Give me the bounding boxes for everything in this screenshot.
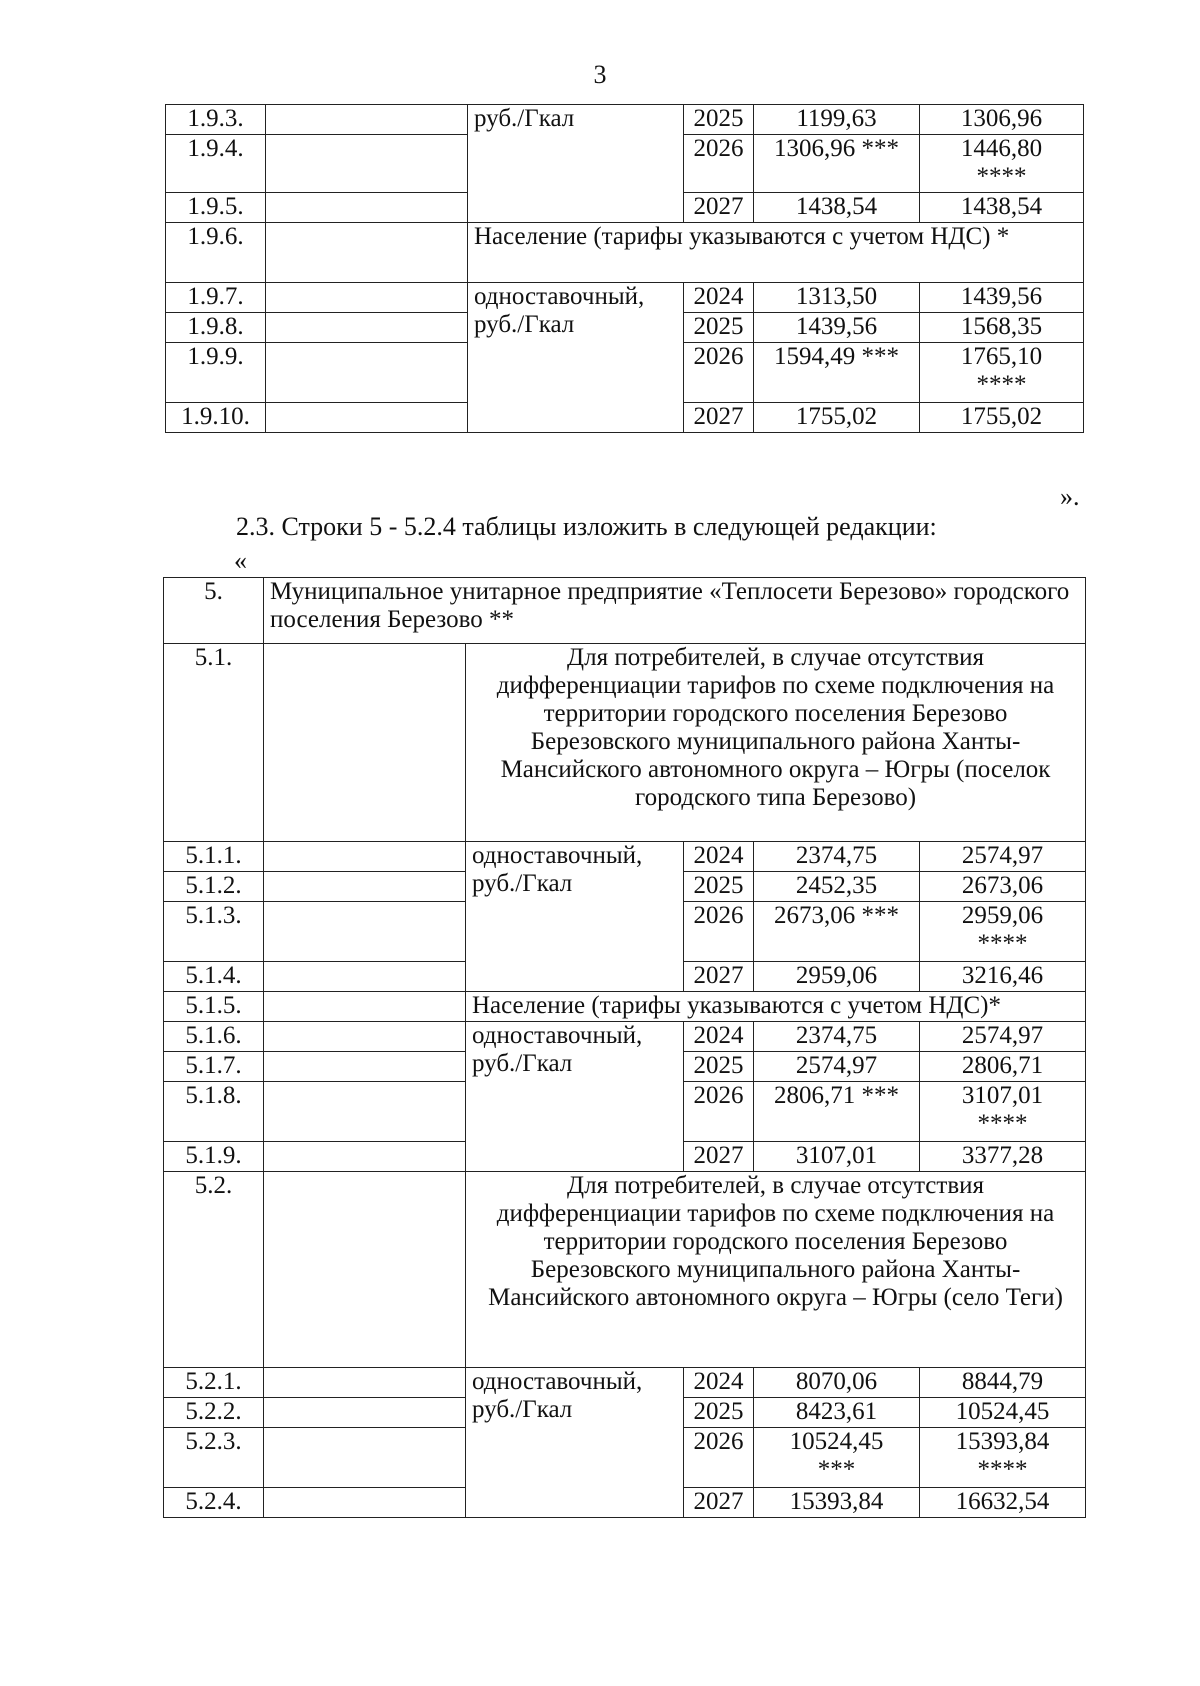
- table-row: [164, 1368, 1086, 1398]
- row-number: 5.1.8.: [164, 1082, 264, 1142]
- empty-cell: [266, 313, 468, 343]
- tariff-table-new-edition: [163, 577, 1086, 1518]
- empty-cell: [264, 1398, 466, 1428]
- tariff-value: 2574,97: [920, 1022, 1086, 1052]
- tariff-value: 2959,06: [754, 962, 920, 992]
- year-cell: 2024: [684, 1022, 754, 1052]
- tariff-value: 16632,54: [920, 1488, 1086, 1518]
- year-cell: 2026: [684, 135, 754, 193]
- unit-cell: одноставочный, руб./Гкал: [468, 283, 684, 433]
- row-number: 5.1.7.: [164, 1052, 264, 1082]
- footnote-stars: ****: [977, 1456, 1028, 1483]
- tariff-value: 2806,71 ***: [754, 1082, 920, 1142]
- closing-quote: ».: [1060, 482, 1080, 511]
- row-number: 5.2.2.: [164, 1398, 264, 1428]
- empty-cell: [264, 1172, 466, 1368]
- empty-cell: [264, 1052, 466, 1082]
- year-cell: 2026: [684, 902, 754, 962]
- row-number: 1.9.5.: [166, 193, 266, 223]
- table-row: [166, 223, 1084, 283]
- empty-cell: [264, 842, 466, 872]
- row-number: 5.1.3.: [164, 902, 264, 962]
- row-number: 1.9.10.: [166, 403, 266, 433]
- tariff-value: 2574,97: [920, 842, 1086, 872]
- tariff-value: [920, 902, 1086, 962]
- row-number: 1.9.4.: [166, 135, 266, 193]
- value-text: 1446,80: [960, 135, 1043, 162]
- empty-cell: [264, 1428, 466, 1488]
- empty-cell: [264, 872, 466, 902]
- row-number: 5.1.5.: [164, 992, 264, 1022]
- tariff-value: 2574,97: [754, 1052, 920, 1082]
- year-cell: 2024: [684, 1368, 754, 1398]
- row-number: 5.1.: [164, 644, 264, 842]
- opening-quote: «: [234, 546, 247, 575]
- empty-cell: [264, 902, 466, 962]
- row-number: 5.1.6.: [164, 1022, 264, 1052]
- tariff-value: 1306,96 ***: [754, 135, 920, 193]
- year-cell: 2025: [684, 105, 754, 135]
- tariff-value: 2452,35: [754, 872, 920, 902]
- year-cell: 2026: [684, 343, 754, 403]
- tariff-value: 15393,84: [754, 1488, 920, 1518]
- row-number: 1.9.8.: [166, 313, 266, 343]
- value-text: 15393,84: [955, 1428, 1050, 1455]
- amendment-instruction: 2.3. Строки 5 - 5.2.4 таблицы изложить в следующей редакции:: [236, 512, 937, 541]
- tariff-value: 1199,63: [754, 105, 920, 135]
- table-row: [164, 992, 1086, 1022]
- year-cell: 2025: [684, 313, 754, 343]
- tariff-value: 1313,50: [754, 283, 920, 313]
- tariff-value: 8844,79: [920, 1368, 1086, 1398]
- tariff-value: 2374,75: [754, 1022, 920, 1052]
- empty-cell: [266, 223, 468, 283]
- table-row: [164, 842, 1086, 872]
- tariff-value: 2806,71: [920, 1052, 1086, 1082]
- tariff-value: 2673,06: [920, 872, 1086, 902]
- row-number: 5.1.2.: [164, 872, 264, 902]
- tariff-value: 8423,61: [754, 1398, 920, 1428]
- row-number: 1.9.9.: [166, 343, 266, 403]
- organization-heading: Муниципальное унитарное предприятие «Теплосети Березово» городского поселения Березово **: [264, 578, 1086, 644]
- value-text: 1765,10: [960, 343, 1043, 370]
- tariff-value: 1306,96: [920, 105, 1084, 135]
- tariff-value: 1755,02: [754, 403, 920, 433]
- footnote-stars: ***: [817, 1456, 856, 1483]
- tariff-value: 3107,01: [754, 1142, 920, 1172]
- row-number: 5.: [164, 578, 264, 644]
- empty-cell: [264, 962, 466, 992]
- year-cell: 2027: [684, 193, 754, 223]
- table-row: [164, 1172, 1086, 1368]
- empty-cell: [264, 1022, 466, 1052]
- empty-cell: [264, 992, 466, 1022]
- empty-cell: [264, 1082, 466, 1142]
- tariff-value: 1755,02: [920, 403, 1084, 433]
- year-cell: 2025: [684, 872, 754, 902]
- tariff-value: 1594,49 ***: [754, 343, 920, 403]
- empty-cell: [266, 283, 468, 313]
- tariff-value: [920, 1082, 1086, 1142]
- empty-cell: [264, 1142, 466, 1172]
- footnote-stars: ****: [977, 1110, 1028, 1137]
- unit-cell: одноставочный, руб./Гкал: [466, 1022, 684, 1172]
- year-cell: 2025: [684, 1398, 754, 1428]
- year-cell: 2026: [684, 1082, 754, 1142]
- empty-cell: [264, 1368, 466, 1398]
- page-number: 3: [593, 60, 607, 89]
- year-cell: 2026: [684, 1428, 754, 1488]
- footnote-stars: ****: [977, 930, 1028, 957]
- tariff-value: [920, 343, 1084, 403]
- tariff-value: 1439,56: [920, 283, 1084, 313]
- tariff-value: 1439,56: [754, 313, 920, 343]
- tariff-value: 8070,06: [754, 1368, 920, 1398]
- empty-cell: [266, 135, 468, 193]
- empty-cell: [266, 105, 468, 135]
- table-row: [164, 578, 1086, 644]
- tariff-value: 1568,35: [920, 313, 1084, 343]
- tariff-value: 10524,45: [920, 1398, 1086, 1428]
- tariff-value: [920, 135, 1084, 193]
- year-cell: 2027: [684, 403, 754, 433]
- population-heading: Население (тарифы указываются с учетом НДС)*: [466, 992, 1086, 1022]
- tariff-value: 3216,46: [920, 962, 1086, 992]
- value-text: 3107,01: [961, 1082, 1044, 1109]
- year-cell: 2027: [684, 1142, 754, 1172]
- year-cell: 2027: [684, 1488, 754, 1518]
- year-cell: 2024: [684, 283, 754, 313]
- tariff-table-continued: [165, 104, 1084, 433]
- population-heading: Население (тарифы указываются с учетом НДС) *: [468, 223, 1084, 283]
- empty-cell: [264, 1488, 466, 1518]
- tariff-value: [754, 1428, 920, 1488]
- empty-cell: [264, 644, 466, 842]
- table-row: [164, 644, 1086, 842]
- row-number: 1.9.3.: [166, 105, 266, 135]
- row-number: 5.2.4.: [164, 1488, 264, 1518]
- row-number: 5.1.9.: [164, 1142, 264, 1172]
- tariff-value: 2374,75: [754, 842, 920, 872]
- empty-cell: [266, 403, 468, 433]
- value-text: 10524,45: [789, 1428, 884, 1455]
- row-number: 5.1.1.: [164, 842, 264, 872]
- footnote-stars: ****: [976, 163, 1027, 190]
- value-text: 2959,06: [961, 902, 1044, 929]
- row-number: 5.2.3.: [164, 1428, 264, 1488]
- row-number: 1.9.7.: [166, 283, 266, 313]
- tariff-value: [920, 1428, 1086, 1488]
- row-number: 5.2.: [164, 1172, 264, 1368]
- year-cell: 2024: [684, 842, 754, 872]
- tariff-value: 2673,06 ***: [754, 902, 920, 962]
- tariff-value: 1438,54: [920, 193, 1084, 223]
- row-number: 5.1.4.: [164, 962, 264, 992]
- footnote-stars: ****: [976, 371, 1027, 398]
- table-row: [166, 283, 1084, 313]
- year-cell: 2025: [684, 1052, 754, 1082]
- tariff-value: 1438,54: [754, 193, 920, 223]
- table-row: [166, 105, 1084, 135]
- year-cell: 2027: [684, 962, 754, 992]
- consumer-group-heading: Для потребителей, в случае отсутствия дифференциации тарифов по схеме подключения на территории городского поселения Березово Березовского муниципального района Ханты-Мансийского автономного округа – Югры (село Теги): [466, 1172, 1086, 1368]
- table-row: [164, 1022, 1086, 1052]
- consumer-group-heading: Для потребителей, в случае отсутствия дифференциации тарифов по схеме подключения на территории городского поселения Березово Березовского муниципального района Ханты-Мансийского автономного округа – Югры (поселок городского типа Березово): [466, 644, 1086, 842]
- empty-cell: [266, 343, 468, 403]
- empty-cell: [266, 193, 468, 223]
- row-number: 1.9.6.: [166, 223, 266, 283]
- unit-cell: одноставочный, руб./Гкал: [466, 1368, 684, 1518]
- tariff-value: 3377,28: [920, 1142, 1086, 1172]
- unit-cell: руб./Гкал: [468, 105, 684, 223]
- unit-cell: одноставочный, руб./Гкал: [466, 842, 684, 992]
- row-number: 5.2.1.: [164, 1368, 264, 1398]
